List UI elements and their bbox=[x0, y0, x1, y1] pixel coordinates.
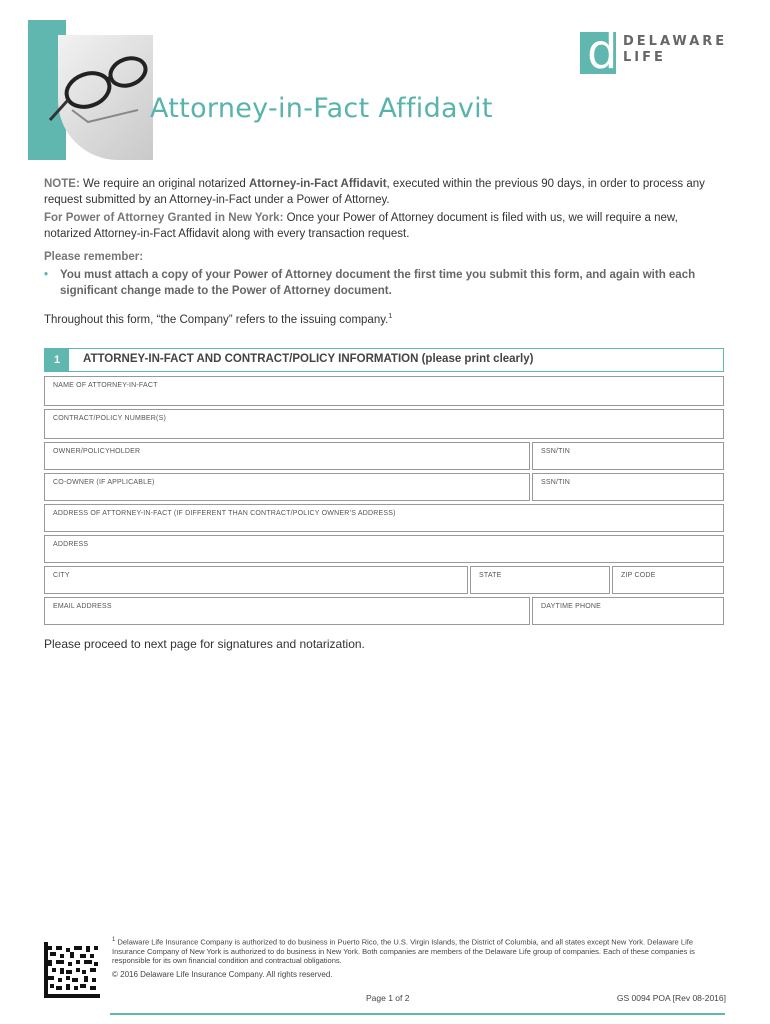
ny-text: Once your Power of Attorney document is filed with us, we will require a new, notarized Attorney-in-Fact Affidavit along with every transaction request. bbox=[44, 212, 678, 240]
page-number: Page 1 of 2 bbox=[366, 993, 410, 1003]
name-of-attorney-field[interactable] bbox=[44, 376, 724, 406]
field-label: ZIP CODE bbox=[621, 572, 656, 579]
address-field[interactable] bbox=[44, 535, 724, 563]
coowner-ssn-field[interactable] bbox=[532, 473, 724, 501]
logo-line-2: LIFE bbox=[623, 50, 666, 65]
header-photo bbox=[28, 20, 153, 160]
field-label: SSN/TIN bbox=[541, 479, 571, 486]
intro-note bbox=[44, 176, 728, 208]
bullet-icon: • bbox=[44, 269, 49, 281]
city-field[interactable] bbox=[44, 566, 468, 594]
coowner-field[interactable] bbox=[44, 473, 530, 501]
ny-label: For Power of Attorney Granted in New York: bbox=[44, 212, 284, 224]
company-definition bbox=[44, 309, 728, 328]
eyeglasses-icon bbox=[48, 50, 153, 125]
email-field[interactable] bbox=[44, 597, 530, 625]
brand-logo bbox=[623, 34, 727, 66]
field-label: OWNER/POLICYHOLDER bbox=[53, 448, 141, 455]
state-field[interactable] bbox=[470, 566, 610, 594]
footnote-text: Delaware Life Insurance Company is authorized to do business in Puerto Rico, the U.S. Virgin Islands, the District of Columbia, and all states except New York. Delaware Life Insurance Company of New York is authorized to do business in New York. Both companies are members of the Delaware Life group of companies. Each of these companies is responsible for its own financial condition and contractual obligations. bbox=[112, 937, 695, 965]
field-label: CITY bbox=[53, 572, 70, 579]
field-label: STATE bbox=[479, 572, 502, 579]
note-label: NOTE: bbox=[44, 178, 80, 190]
intro-ny bbox=[44, 210, 728, 242]
zip-field[interactable] bbox=[612, 566, 724, 594]
page-title: Attorney-in-Fact Affidavit bbox=[150, 93, 493, 124]
field-label: ADDRESS bbox=[53, 541, 89, 548]
field-label: DAYTIME PHONE bbox=[541, 603, 602, 610]
footnote-ref: 1 bbox=[388, 313, 393, 320]
remember-label: Please remember: bbox=[44, 251, 144, 263]
field-label: NAME OF ATTORNEY-IN-FACT bbox=[53, 382, 158, 389]
field-label: CO-OWNER (IF APPLICABLE) bbox=[53, 479, 155, 486]
contract-number-field[interactable] bbox=[44, 409, 724, 439]
form-id: GS 0094 POA [Rev 08-2016] bbox=[616, 993, 726, 1003]
owner-ssn-field[interactable] bbox=[532, 442, 724, 470]
logo-mark: d bbox=[587, 24, 618, 80]
field-label: CONTRACT/POLICY NUMBER(S) bbox=[53, 415, 166, 422]
footer-rule bbox=[110, 1013, 725, 1015]
section-title: ATTORNEY-IN-FACT AND CONTRACT/POLICY INFORMATION (please print clearly) bbox=[83, 353, 534, 365]
qr-code-icon bbox=[44, 942, 100, 998]
section-number: 1 bbox=[45, 349, 69, 371]
note-text-b: , executed within the previous 90 days, in order to process any request submitted by an Attorney-in-Fact under a Power of Attorney. bbox=[44, 178, 705, 206]
field-label: ADDRESS OF ATTORNEY-IN-FACT (IF DIFFERENT THAN CONTRACT/POLICY OWNER’S ADDRESS) bbox=[53, 510, 396, 517]
proceed-note bbox=[44, 636, 728, 652]
remember-text: You must attach a copy of your Power of Attorney document the first time you submit this form, and again with each significant change made to the Power of Attorney document. bbox=[60, 269, 696, 297]
field-label: EMAIL ADDRESS bbox=[53, 603, 112, 610]
footnote bbox=[112, 936, 726, 965]
logo-line-1: DELAWARE bbox=[623, 34, 728, 49]
field-label: SSN/TIN bbox=[541, 448, 571, 455]
owner-field[interactable] bbox=[44, 442, 530, 470]
company-text: Throughout this form, “the Company” refers to the issuing company. bbox=[44, 313, 389, 326]
proceed-text: Please proceed to next page for signatures and notarization. bbox=[44, 637, 365, 651]
phone-field[interactable] bbox=[532, 597, 724, 625]
attorney-address-field[interactable] bbox=[44, 504, 724, 532]
remember-heading bbox=[44, 249, 728, 265]
note-text-a: We require an original notarized bbox=[79, 178, 249, 190]
section-1-header bbox=[44, 348, 724, 372]
note-bold: Attorney-in-Fact Affidavit bbox=[248, 178, 387, 190]
copyright: © 2016 Delaware Life Insurance Company. All rights reserved. bbox=[112, 970, 333, 979]
remember-item bbox=[44, 267, 728, 299]
footnote-number: 1 bbox=[112, 937, 116, 943]
